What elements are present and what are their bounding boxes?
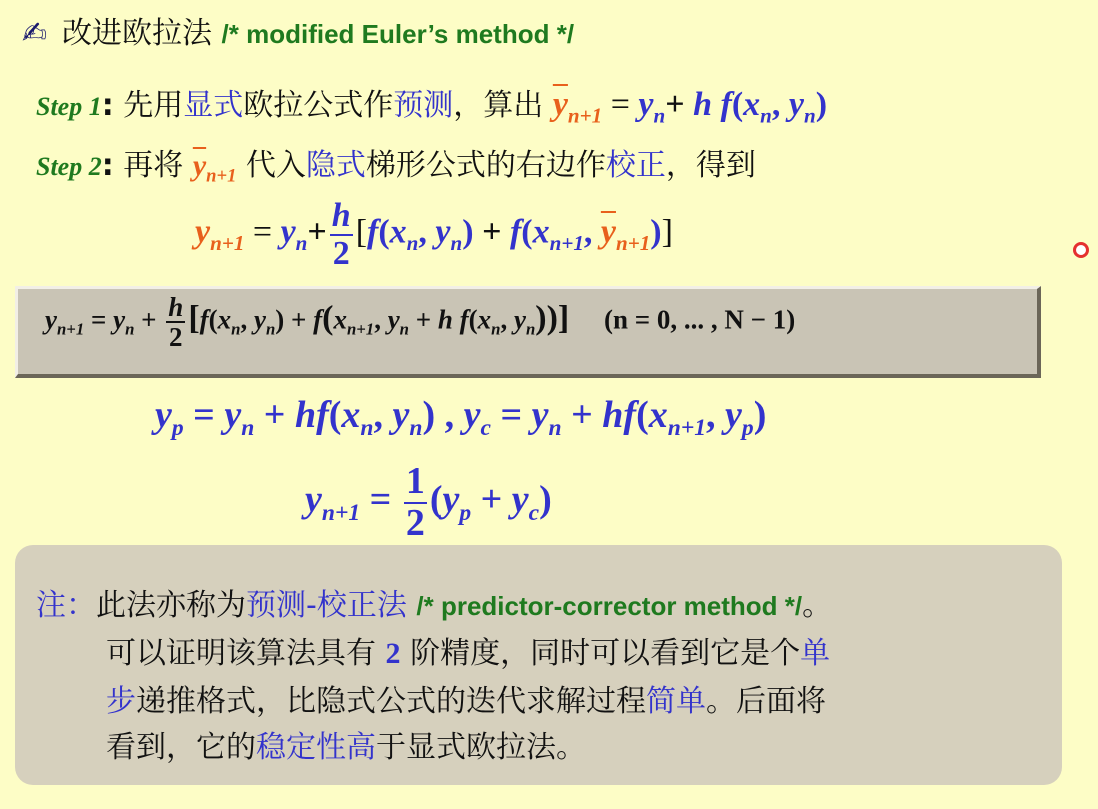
note-line-4: 看到，它的稳定性高于显式欧拉法。 [106, 730, 586, 765]
edit-icon: ✍ [22, 16, 48, 51]
step2-label: Step 2 [36, 152, 102, 181]
corrector-formula: $y_{n+1} = y_n+$ $\frac{h}{2}$ [$f(x_n$, $y_n) + f(x_{n+1}$, $\overline{y}_{n+1}$)] [195, 197, 673, 272]
note-label: 注： [36, 588, 96, 623]
pc-formula: $y_p = y_n + hf(x_n$, $y_n$) , $y_c = y_n + hf(x_{n+1}$, $y_p$) [155, 394, 767, 442]
title-en: /* modified Euler’s method */ [221, 19, 575, 49]
slide-title [22, 8, 574, 52]
combined-formula: $y_{n+1} = y_n$ + $\frac{h}{2}$ [$f(x_n$, $y_n) + f(x_{n+1}$, $y_n + h$ $f(x_n$, $y_n$))] (n = 0, ... , N − 1) [45, 292, 796, 353]
index-range: (n = 0, ... , N − 1) [603, 304, 796, 335]
note-line-3: 步递推格式，比隐式公式的迭代求解过程简单。后面将 [106, 684, 826, 719]
step1-line: Step 1: 先用显式欧拉公式作预测，算出 $\overline{y}_{n+1} = y_n+ h$ $f(x_n$, $y_n$) [36, 86, 828, 128]
average-formula: $y_{n+1}$ = $\frac{1}{2}$ $(y_p + y_c)$ [305, 460, 552, 544]
predictor-formula: $\overline{y}_{n+1} = y_n+ h$ $f(x_n$, $y_n$) [552, 86, 828, 128]
step1-label: Step 1 [36, 92, 102, 121]
title-cn: 改进欧拉法 [62, 16, 212, 51]
note-line-2: 可以证明该算法具有 2 阶精度，同时可以看到它是个单 [106, 636, 831, 671]
note-line-1: 注：此法亦称为预测-校正法 /* predictor-corrector method */。 [36, 588, 833, 623]
step2-line: Step 2: 再将 $\overline{y}_{n+1}$ 代入隐式梯形公式的右边作校正，得到 [36, 148, 756, 187]
cursor-dot [1073, 242, 1089, 258]
